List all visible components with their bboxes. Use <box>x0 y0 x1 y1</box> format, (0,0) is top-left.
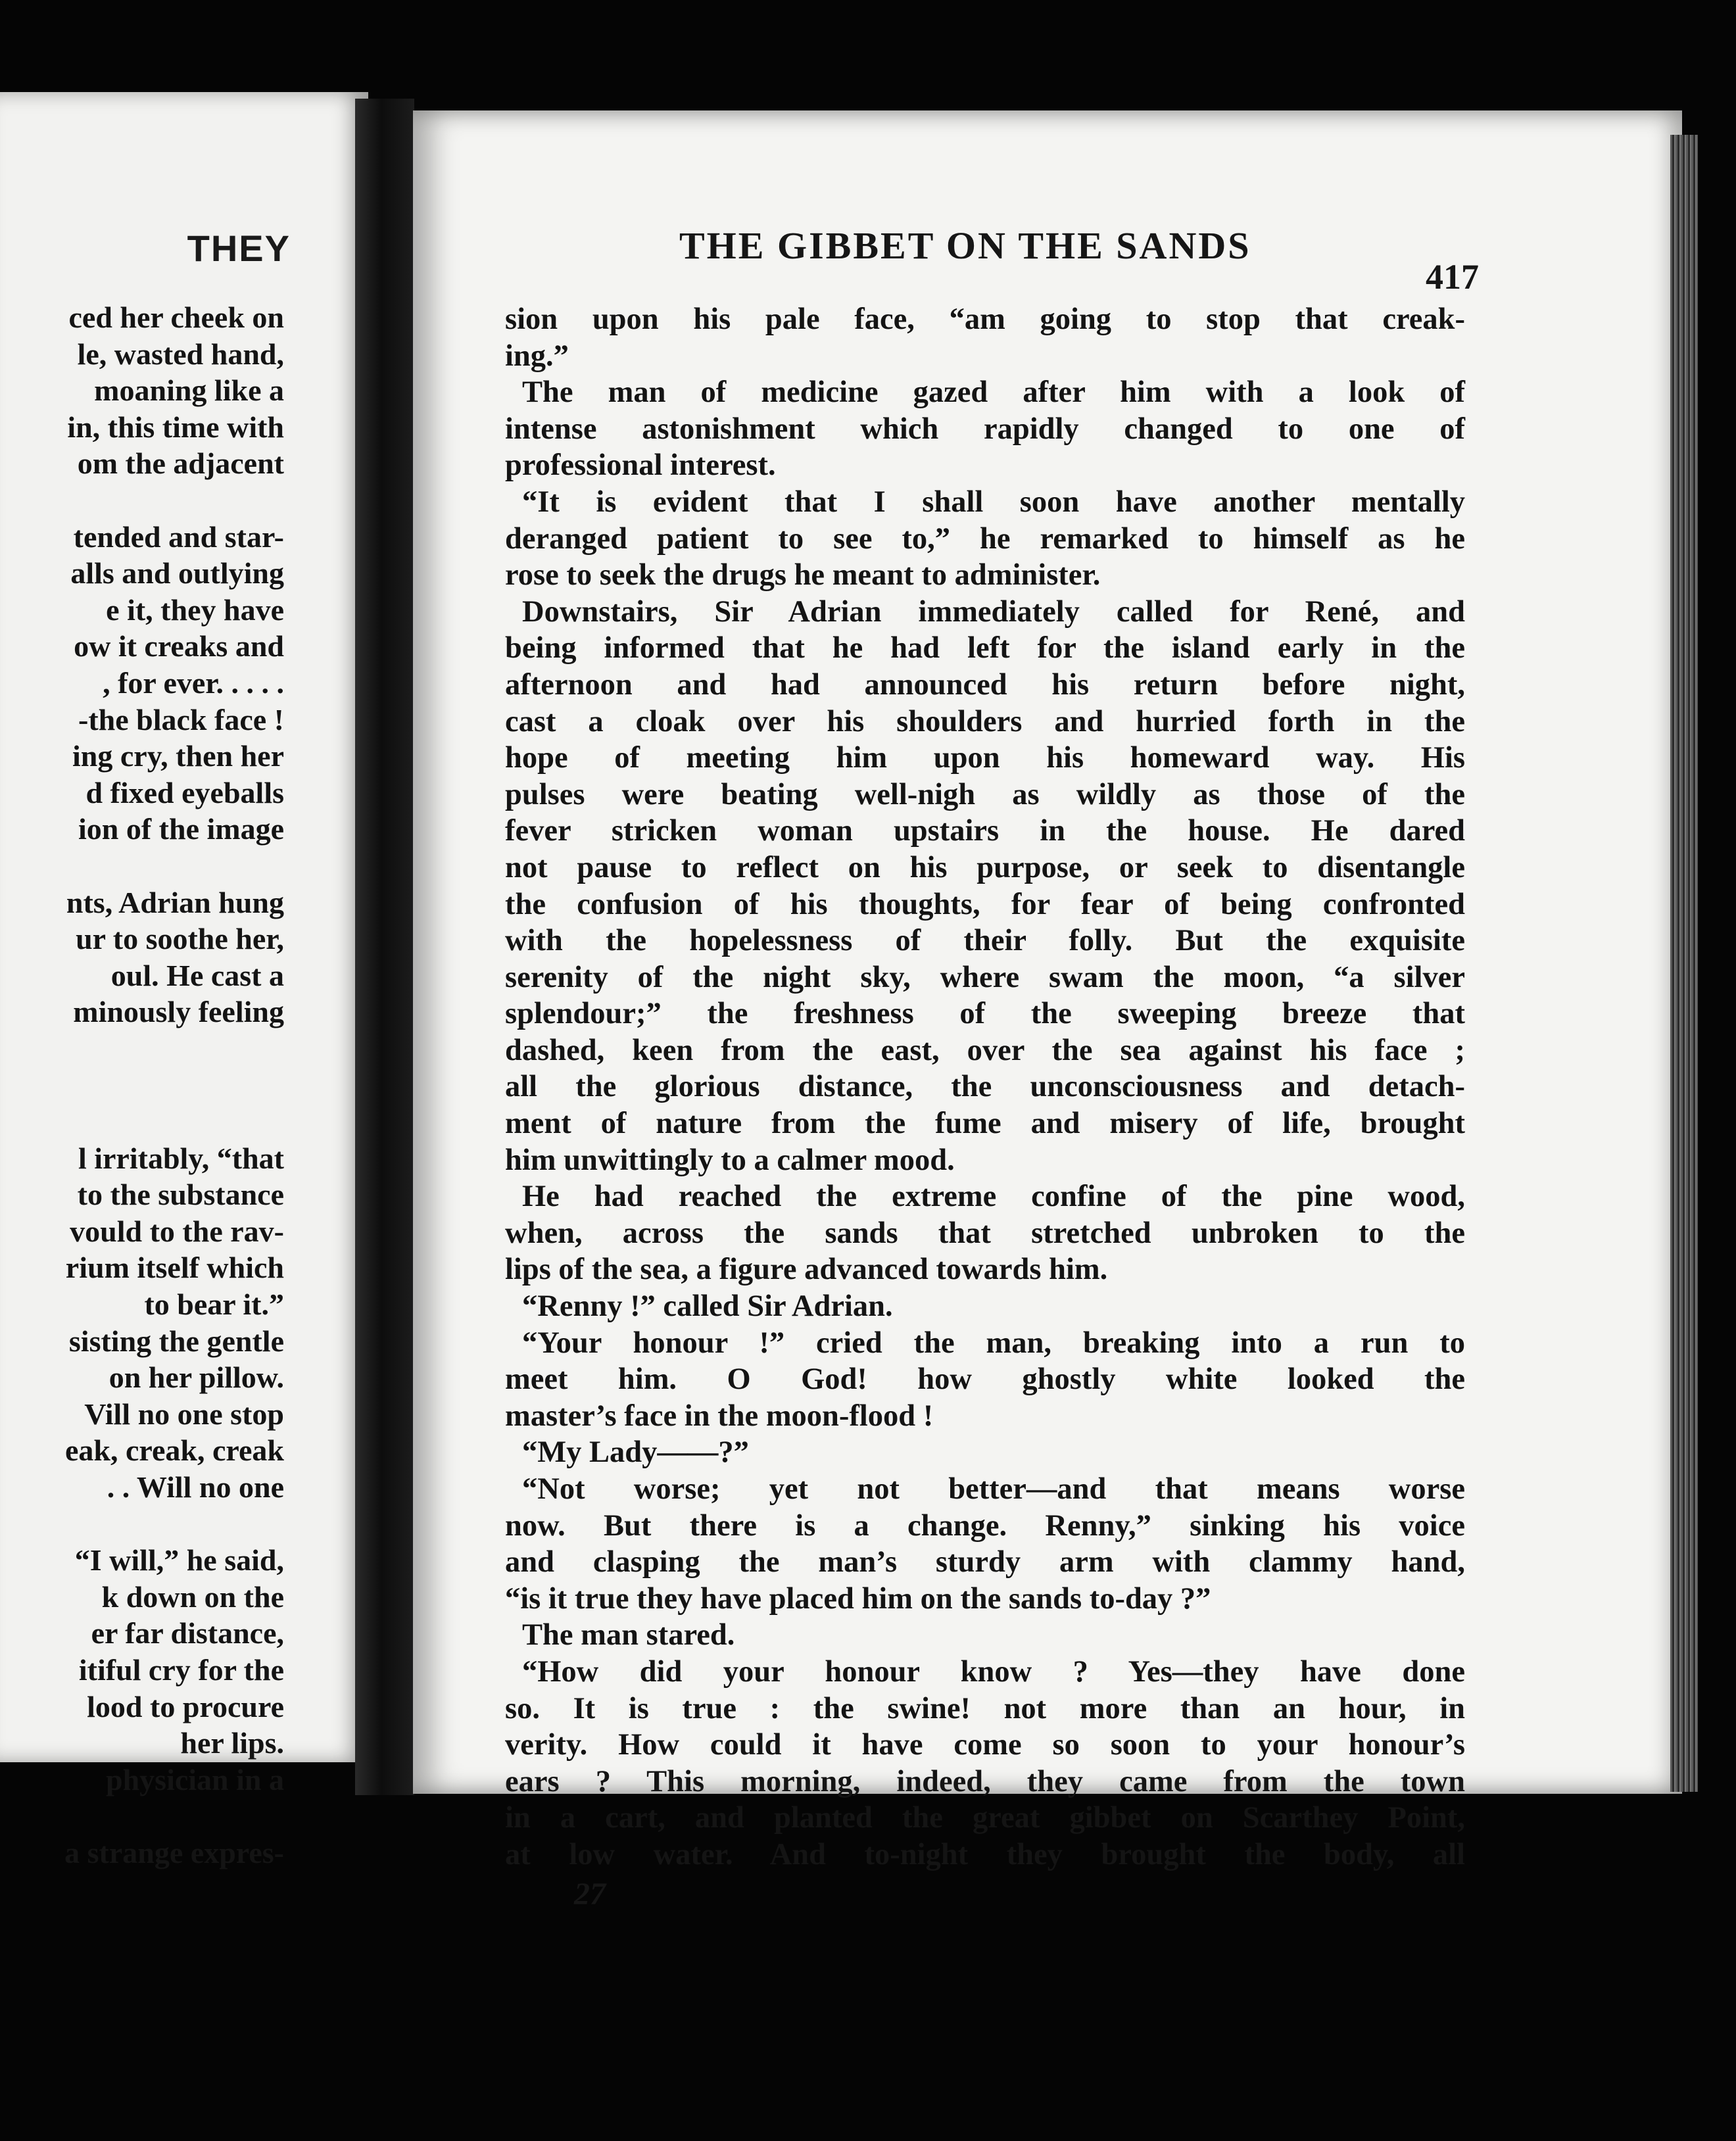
text-line: rose to seek the drugs he meant to administer. <box>505 558 1101 592</box>
left-text-line: le, wasted hand, <box>77 337 284 371</box>
text-line: the confusion of his thoughts, for fear of being confronted <box>505 887 1465 921</box>
left-text-line <box>0 482 284 519</box>
text-line: being informed that he had left for the island early in the <box>505 631 1465 665</box>
left-text-line: k down on the <box>101 1579 284 1614</box>
left-text-line: itiful cry for the <box>78 1652 284 1687</box>
text-line: ears ? This morning, indeed, they came from the town <box>505 1764 1465 1798</box>
left-text-line: ow it creaks and <box>74 629 284 663</box>
text-line: dashed, keen from the east, over the sea against his face ; <box>505 1033 1465 1067</box>
left-text-line <box>0 1798 284 1835</box>
left-text-line: sisting the gentle <box>68 1324 284 1358</box>
left-text-line: eak, creak, creak <box>64 1433 284 1468</box>
left-text-line: rium itself which <box>65 1251 284 1285</box>
left-text-line <box>0 1067 284 1103</box>
text-line: when, across the sands that stretched unbroken to the <box>505 1216 1465 1250</box>
text-line: fever stricken woman upstairs in the house. He dared <box>505 814 1465 848</box>
text-line: with the hopelessness of their folly. But the exquisite <box>505 924 1465 958</box>
text-line: now. But there is a change. Renny,” sinking his voice <box>505 1508 1465 1543</box>
left-page <box>0 92 368 1869</box>
text-line: The man of medicine gazed after him with a look of <box>522 375 1465 410</box>
text-line: “My Lady——?” <box>522 1435 749 1470</box>
text-line: Downstairs, Sir Adrian immediately called for René, and <box>522 594 1465 629</box>
left-text-line: physician in a <box>106 1762 284 1796</box>
left-text-line: -the black face ! <box>78 702 284 736</box>
left-text-line: ing cry, then her <box>72 739 284 773</box>
left-text-line: ion of the image <box>78 812 284 846</box>
left-text-line <box>0 1506 284 1543</box>
left-text-line: ced her cheek on <box>68 301 284 334</box>
left-text-line: d fixed eyeballs <box>85 775 284 809</box>
left-text-line: minously feeling <box>73 995 284 1029</box>
left-text-line: , for ever. . . . . <box>103 665 284 700</box>
text-line: him unwittingly to a calmer mood. <box>505 1143 955 1177</box>
text-line: and clasping the man’s sturdy arm with clammy hand, <box>505 1545 1465 1579</box>
left-text-line: “I will,” he said, <box>74 1543 284 1577</box>
left-text-line <box>0 848 284 884</box>
left-text-line: ur to soothe her, <box>76 922 284 956</box>
text-line: professional interest. <box>505 448 776 483</box>
left-text-line: e it, they have <box>106 592 284 627</box>
text-line: not pause to reflect on his purpose, or seek to disentangle <box>505 850 1465 884</box>
text-line: ing.” <box>505 339 569 373</box>
body-text <box>505 301 1465 1873</box>
text-line: He had reached the extreme confine of the pine wood, <box>522 1180 1465 1214</box>
text-line: hope of meeting him upon his homeward way. His <box>505 741 1465 775</box>
left-text-line: in, this time with <box>67 410 284 444</box>
text-line: lips of the sea, a figure advanced towards him. <box>505 1253 1108 1287</box>
text-line: The man stared. <box>522 1618 735 1652</box>
text-line: serenity of the night sky, where swam the moon, “a silver <box>505 960 1465 994</box>
text-line: “It is evident that I shall soon have another mentally <box>522 485 1465 519</box>
text-line: at low water. And to-night they brought the body, all <box>505 1837 1465 1871</box>
left-text-line: Vill no one stop <box>84 1397 284 1431</box>
text-line: “Renny !” called Sir Adrian. <box>522 1289 893 1324</box>
text-line: “How did your honour know ? Yes—they have done <box>522 1654 1465 1689</box>
left-text-line: . . Will no one <box>107 1470 284 1504</box>
left-text-line: vould to the rav- <box>70 1214 284 1248</box>
left-text-line: l irritably, “that <box>78 1141 284 1175</box>
left-text-line: alls and outlying <box>70 556 284 590</box>
left-text-line: nts, Adrian hung <box>66 885 284 919</box>
left-text-line <box>0 1103 284 1140</box>
left-text-line: moaning like a <box>94 373 284 408</box>
text-line: intense astonishment which rapidly changed to one of <box>505 412 1465 446</box>
running-head: THE GIBBET ON THE SANDS <box>679 224 1251 267</box>
left-text-line <box>0 1030 284 1067</box>
left-text-line: a strange expres- <box>64 1835 284 1869</box>
left-text-line: lood to procure <box>87 1689 284 1723</box>
left-text-line: to bear it.” <box>144 1287 284 1322</box>
left-text-line: er far distance, <box>91 1616 284 1650</box>
text-line: meet him. O God! how ghostly white looked the <box>505 1362 1465 1397</box>
book-gutter <box>355 99 414 1795</box>
left-running-head: THEY <box>187 228 291 269</box>
text-line: verity. How could it have come so soon to your honour’s <box>505 1728 1465 1762</box>
text-line: ment of nature from the fume and misery of life, brought <box>505 1107 1465 1141</box>
text-line: sion upon his pale face, “am going to stop that creak- <box>505 302 1465 336</box>
text-line: “Your honour !” cried the man, breaking into a run to <box>522 1326 1465 1360</box>
text-line: “is it true they have placed him on the sands to-day ?” <box>505 1581 1211 1616</box>
left-page-text <box>0 299 284 1871</box>
left-text-line: on her pillow. <box>108 1360 284 1395</box>
text-line: pulses were beating well-nigh as wildly as those of the <box>505 777 1465 811</box>
left-text-line: oul. He cast a <box>110 958 284 992</box>
text-line: cast a cloak over his shoulders and hurried forth in the <box>505 704 1465 738</box>
signature-mark: 27 <box>574 1877 606 1912</box>
right-page <box>413 110 1682 1912</box>
left-text-line: om the adjacent <box>77 446 284 481</box>
text-line: “Not worse; yet not better—and that means worse <box>522 1472 1465 1506</box>
page-edges <box>1670 135 1698 1792</box>
text-line: afternoon and had announced his return before night, <box>505 667 1465 702</box>
text-line: all the glorious distance, the unconsciousness and detach- <box>505 1070 1465 1104</box>
text-line: in a cart, and planted the great gibbet on Scarthey Point, <box>505 1801 1465 1835</box>
left-text-line: her lips. <box>180 1726 284 1760</box>
text-line: so. It is true : the swine! not more than an hour, in <box>505 1691 1465 1725</box>
left-text-line: to the substance <box>77 1178 284 1212</box>
page-number: 417 <box>1426 257 1479 297</box>
left-text-line: tended and star- <box>73 519 284 554</box>
text-line: master’s face in the moon-flood ! <box>505 1399 934 1433</box>
text-line: splendour;” the freshness of the sweeping breeze that <box>505 997 1465 1031</box>
text-line: deranged patient to see to,” he remarked to himself as he <box>505 521 1465 556</box>
